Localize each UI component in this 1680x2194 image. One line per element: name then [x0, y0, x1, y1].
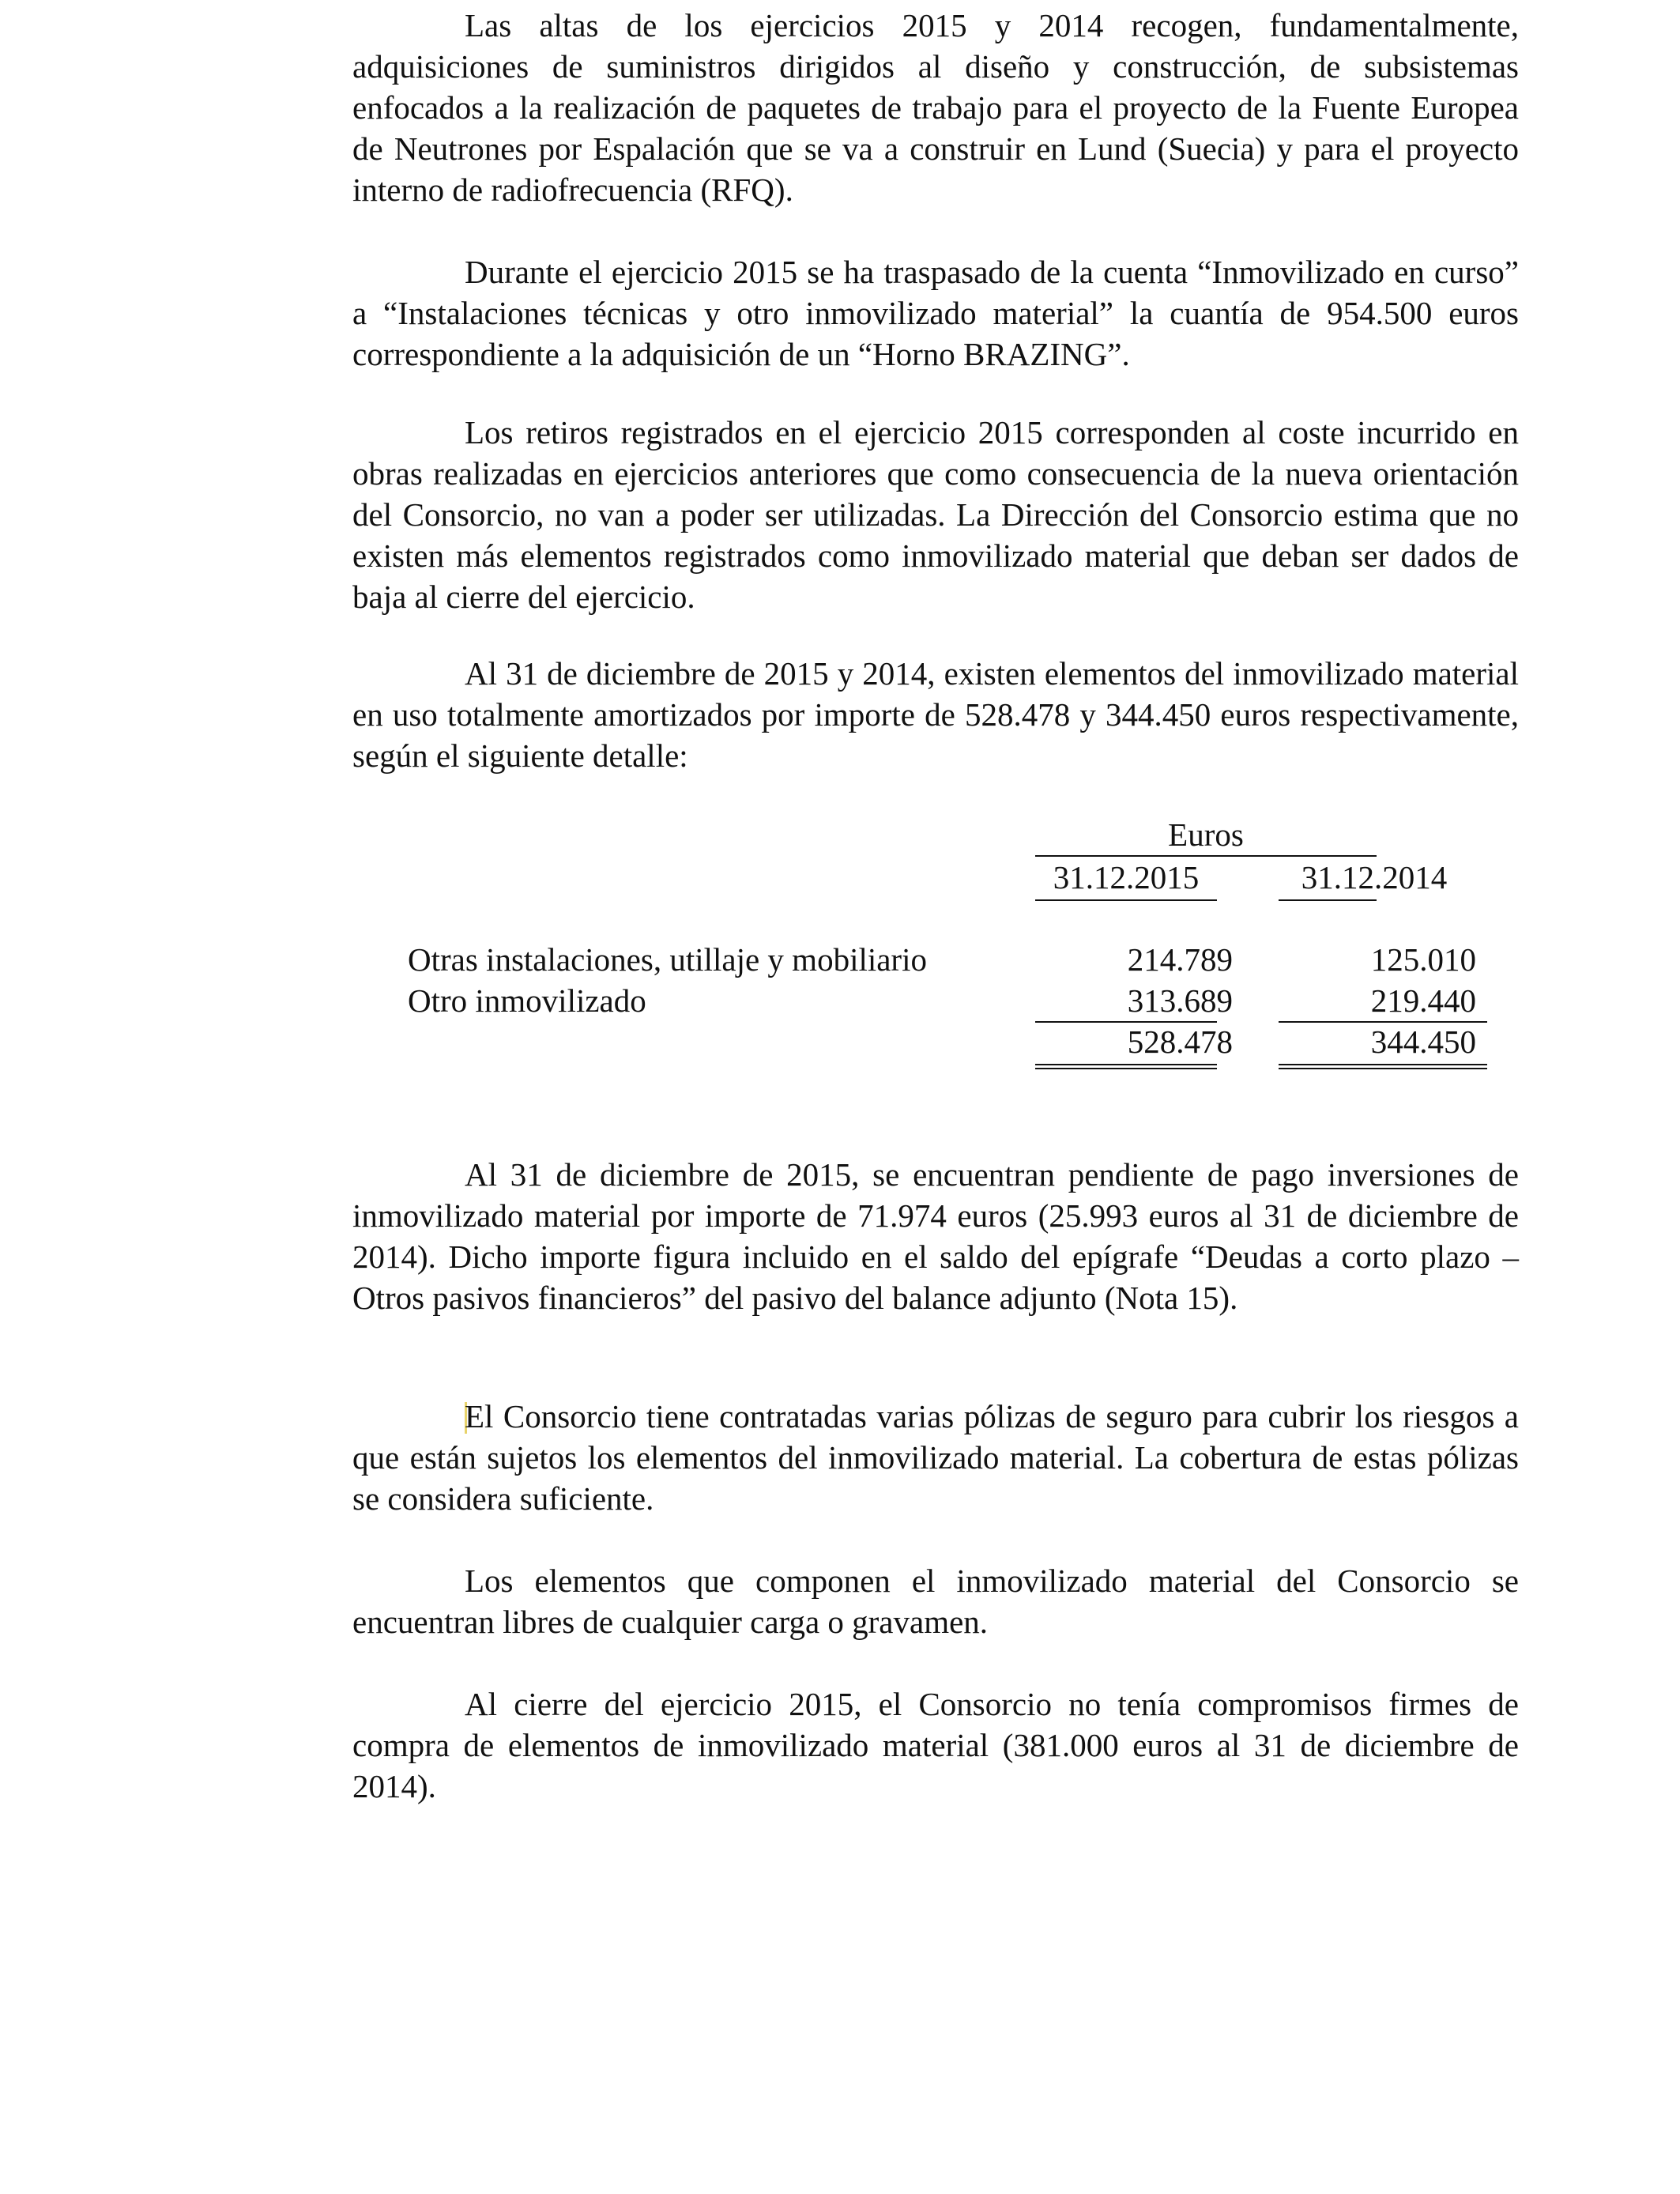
paragraph-retiros: Los retiros registrados en el ejercicio 2015 corresponden al coste incurrido en obras realizadas en ejercicios anteriores que como consecuencia de la nueva orientación del Consorcio, no van a poder ser utilizadas. La Dirección del Consorcio estima que no existen más elementos registrados como inmovilizado material que deban ser dados de baja al cierre del ejercicio. [352, 414, 1519, 615]
value-otro-inmovilizado-2014: 219.440 [1370, 982, 1476, 1019]
paragraph-libres-carga: Los elementos que componen el inmovilizado material del Consorcio se encuentran libres de cualquier carga o gravamen. [352, 1563, 1519, 1640]
value-otras-instalaciones-2015: 214.789 [1127, 941, 1233, 978]
paragraph-altas: Las altas de los ejercicios 2015 y 2014 recogen, fundamentalmente, adquisiciones de suministros dirigidos al diseño y construcción, de subsistemas enfocados a la realización de paquetes de trabajo para el proyecto de la Fuente Europea de Neutrones por Espalación que se va a construir en Lund (Suecia) y para el proyecto interno de radiofrecuencia (RFQ). [352, 7, 1519, 208]
value-otro-inmovilizado-2015: 313.689 [1127, 982, 1233, 1019]
row-label-otro-inmovilizado: Otro inmovilizado [408, 982, 646, 1019]
amortized-assets-table [352, 814, 1519, 1083]
column-header-rule-2015 [1035, 899, 1217, 901]
column-header-2014: 31.12.2014 [1301, 859, 1448, 895]
total-2015: 528.478 [1127, 1023, 1233, 1060]
value-otras-instalaciones-2014: 125.010 [1370, 941, 1476, 978]
row-label-otras-instalaciones: Otras instalaciones, utillaje y mobiliario [408, 941, 927, 978]
total-double-rule-2015 [1035, 1064, 1217, 1069]
column-header-rule-2014 [1279, 899, 1377, 901]
paragraph-compromisos: Al cierre del ejercicio 2015, el Consorcio no tenía compromisos firmes de compra de elementos de inmovilizado material (381.000 euros al 31 de diciembre de 2014). [352, 1686, 1519, 1804]
column-header-2015: 31.12.2015 [1053, 859, 1200, 895]
table-unit-header: Euros [1168, 816, 1244, 853]
paragraph-pendiente-pago: Al 31 de diciembre de 2015, se encuentran pendiente de pago inversiones de inmovilizado material por importe de 71.974 euros (25.993 euros al 31 de diciembre de 2014). Dicho importe figura incluido en el saldo del epígrafe “Deudas a corto plazo – Otros pasivos financieros” del pasivo del balance adjunto (Nota 15). [352, 1156, 1519, 1316]
paragraph-amortizados: Al 31 de diciembre de 2015 y 2014, existen elementos del inmovilizado material en uso totalmente amortizados por importe de 528.478 y 344.450 euros respectivamente, según el siguiente detalle: [352, 655, 1519, 774]
paragraph-seguros: El Consorcio tiene contratadas varias pólizas de seguro para cubrir los riesgos a que están sujetos los elementos del inmovilizado material. La cobertura de estas pólizas se considera suficiente. [352, 1398, 1519, 1517]
total-double-rule-2014 [1279, 1064, 1487, 1069]
paragraph-traspaso: Durante el ejercicio 2015 se ha traspasado de la cuenta “Inmovilizado en curso” a “Instalaciones técnicas y otro inmovilizado material” la cuantía de 954.500 euros correspondiente a la adquisición de un “Horno BRAZING”. [352, 254, 1519, 372]
total-2014: 344.450 [1370, 1023, 1476, 1060]
